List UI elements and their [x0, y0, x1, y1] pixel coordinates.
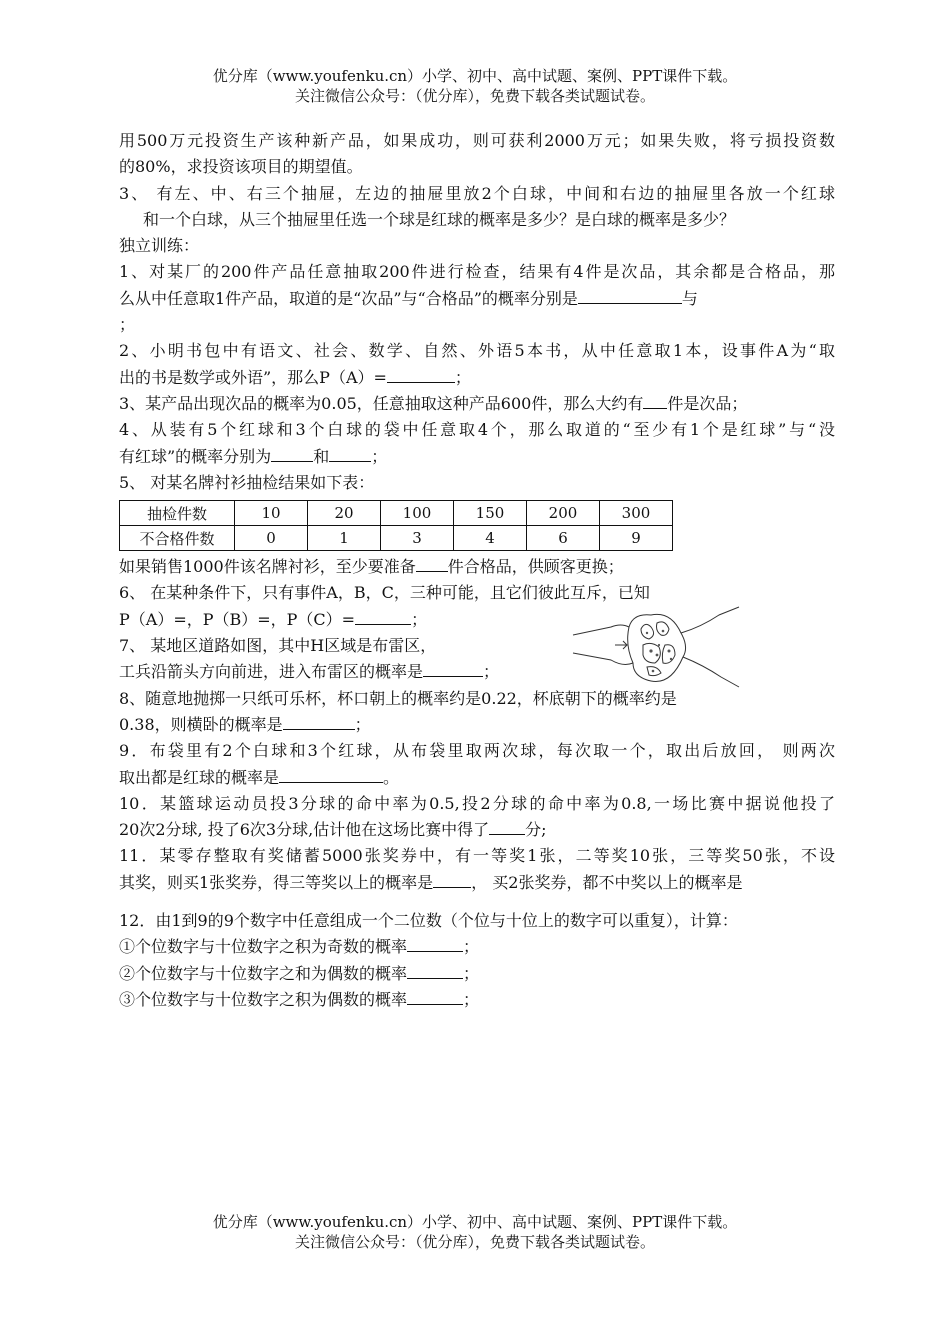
t12-item-3	[119, 987, 835, 1013]
t8-line-1: 8、随意地抛掷一只纸可乐杯，杯口朝上的概率约是0.22，杯底朝下的概率约是	[119, 688, 677, 708]
header-line-2: 关注微信公众号：（优分库），免费下载各类试题试卷。	[294, 87, 655, 105]
table-cell: 4	[454, 526, 527, 551]
table-cell: 200	[527, 501, 600, 526]
q3-line-1: 3、 有左、中、右三个抽屉，左边的抽屉里放2个白球，中间和右边的抽屉里各放一个红球	[119, 183, 835, 203]
table-row	[120, 501, 673, 526]
t12-item-1	[119, 934, 835, 960]
t4-tail: ；	[371, 446, 388, 466]
worksheet-body	[119, 128, 835, 1013]
t4-and: 和	[313, 446, 330, 466]
t10-line-2	[119, 817, 835, 843]
answer-blank[interactable]	[416, 554, 448, 572]
t12-item-3-text: ③个位数字与十位数字之积为偶数的概率	[119, 989, 408, 1009]
answer-blank[interactable]	[271, 444, 313, 462]
t7-line-1: 7、 某地区道路如图，其中H区域是布雷区，	[119, 636, 437, 656]
t12-item-2-text: ②个位数字与十位数字之和为偶数的概率	[119, 963, 408, 983]
answer-blank[interactable]	[578, 286, 682, 304]
t8-line-2-text: 0.38，则横卧的概率是	[119, 714, 283, 734]
t2-line-2-tail: ；	[454, 367, 471, 387]
t4-line-2	[119, 444, 835, 470]
t12-item-1-tail: ；	[463, 937, 480, 957]
answer-blank[interactable]	[355, 607, 411, 625]
page-header	[0, 66, 950, 106]
table-cell: 0	[235, 526, 308, 551]
t2-line-1: 2、小明书包中有语文、社会、数学、自然、外语5本书，从中任意取1本，设事件A为“取	[119, 341, 835, 361]
inspection-table	[119, 500, 673, 551]
answer-blank[interactable]	[423, 659, 483, 677]
t3-tail: 件是次品；	[667, 393, 748, 413]
t2-line-2-text: 出的书是数学或外语”，那么P（A）=	[119, 367, 387, 387]
t10-line-2-tail: 分;	[525, 820, 547, 840]
t11-line-2	[119, 870, 835, 896]
table-row-head: 抽检件数	[120, 501, 235, 526]
answer-blank[interactable]	[489, 817, 525, 835]
section-title: 独立训练：	[119, 236, 200, 256]
t12-item-2	[119, 961, 835, 987]
t6-line-2-tail: ；	[411, 609, 428, 629]
t1-line-2-tail: 与	[681, 288, 698, 308]
table-cell: 300	[600, 501, 673, 526]
t11-line-1: 11．某零存整取有奖储蓄5000张奖券中，有一等奖1张，二等奖10张，三等奖50张，不设	[119, 846, 835, 866]
t5-title: 5、 对某名牌衬衫抽检结果如下表：	[119, 472, 375, 492]
t12-item-3-tail: ；	[463, 989, 480, 1009]
t5-after-text: 如果销售1000件该名牌衬衫，至少要准备	[119, 557, 416, 577]
t5-after	[119, 554, 835, 580]
table-cell: 20	[308, 501, 381, 526]
t6-line-2-text: P（A）=，P（B）=，P（C）=	[119, 609, 356, 629]
t11-line-2-tail: ， 买2张奖券，都不中奖以上的概率是	[471, 872, 743, 892]
answer-blank[interactable]	[407, 961, 463, 979]
t1-line-3: ；	[119, 315, 136, 335]
table-cell: 150	[454, 501, 527, 526]
answer-blank[interactable]	[283, 712, 355, 730]
t12-item-1-text: ①个位数字与十位数字之积为奇数的概率	[119, 937, 408, 957]
intro-line-1: 用500万元投资生产该种新产品，如果成功，则可获利2000万元；如果失败，将亏损投资数	[119, 131, 835, 150]
t9-line-1: 9．布袋里有2个白球和3个红球，从布袋里取两次球，每次取一个，取出后放回， 则两次	[119, 741, 835, 761]
q3-line-2: 和一个白球，从三个抽屉里任选一个球是红球的概率是多少？是白球的概率是多少？	[143, 209, 736, 229]
t4-line-2-text: 有红球”的概率分别为	[119, 446, 272, 466]
footer-line-1: 优分库（www.youfenku.cn）小学、初中、高中试题、案例、PPT课件下载。	[212, 1213, 738, 1231]
table-cell: 1	[308, 526, 381, 551]
table-cell: 10	[235, 501, 308, 526]
t4-line-1: 4、从装有5个红球和3个白球的袋中任意取4个，那么取道的“至少有1个是红球”与“没	[119, 420, 835, 440]
table-cell: 9	[600, 526, 673, 551]
table-row-head: 不合格件数	[120, 526, 235, 551]
road-left-upper	[573, 625, 629, 635]
t7-line-2-tail: ；	[483, 662, 500, 682]
answer-blank[interactable]	[407, 934, 463, 952]
t1-line-2	[119, 286, 835, 312]
t2-line-2	[119, 365, 835, 391]
t5-after-tail: 件合格品，供顾客更换；	[447, 557, 624, 577]
t8-line-2	[119, 712, 835, 738]
t3-text: 3、某产品出现次品的概率为0.05，任意抽取这种产品600件，那么大约有	[119, 393, 644, 413]
table-cell: 3	[381, 526, 454, 551]
t1-line-2-text: 么从中任意取1件产品，取道的是“次品”与“合格品”的概率分别是	[119, 288, 578, 308]
t1-line-1: 1、对某厂的200件产品任意抽取200件进行检查，结果有4件是次品，其余都是合格品，那	[119, 262, 835, 282]
road-right-lower	[683, 657, 739, 687]
table-cell: 100	[381, 501, 454, 526]
t10-line-2-text: 20次2分球, 投了6次3分球,估计他在这场比赛中得了	[119, 820, 490, 840]
t11-line-2-text: 其奖，则买1张奖券，得三等奖以上的概率是	[119, 872, 434, 892]
t7-line-2-text: 工兵沿箭头方向前进，进入布雷区的概率是	[119, 662, 424, 682]
t3-line	[119, 391, 835, 417]
road-map-figure	[571, 605, 741, 705]
page-footer	[0, 1212, 950, 1252]
table-cell: 6	[527, 526, 600, 551]
t9-line-2-text: 取出都是红球的概率是	[119, 767, 280, 787]
road-left-lower	[573, 653, 633, 664]
header-line-1: 优分库（www.youfenku.cn）小学、初中、高中试题、案例、PPT课件下载。	[212, 67, 738, 85]
t12-item-2-tail: ；	[463, 963, 480, 983]
road-right-upper	[681, 607, 739, 633]
answer-blank[interactable]	[407, 987, 463, 1005]
answer-blank[interactable]	[279, 765, 383, 783]
t10-line-1: 10．某篮球运动员投3分球的命中率为0.5,投2分球的命中率为0.8,一场比赛中据说他投了	[119, 793, 835, 813]
footer-line-2: 关注微信公众号：（优分库），免费下载各类试题试卷。	[294, 1233, 655, 1251]
answer-blank[interactable]	[433, 870, 471, 888]
table-row	[120, 526, 673, 551]
answer-blank[interactable]	[329, 444, 371, 462]
t9-line-2	[119, 765, 835, 791]
intro-line-2: 的80%，求投资该项目的期望值。	[119, 157, 363, 177]
t9-line-2-tail: 。	[383, 767, 400, 787]
t8-line-2-tail: ；	[354, 714, 371, 734]
answer-blank[interactable]	[643, 391, 667, 409]
t6-line-1: 6、 在某种条件下，只有事件A，B，C，三种可能，且它们彼此互斥，已知	[119, 583, 650, 603]
answer-blank[interactable]	[387, 365, 455, 383]
t12-line-1: 12．由1到9的9个数字中任意组成一个二位数（个位与十位上的数字可以重复），计算：	[119, 911, 738, 931]
